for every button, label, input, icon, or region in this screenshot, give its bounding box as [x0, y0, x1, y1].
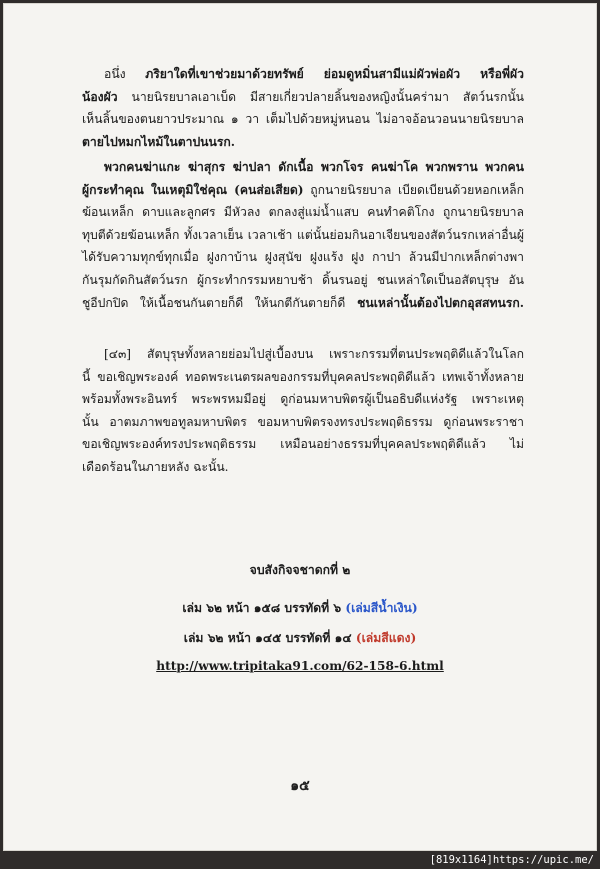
text-line: เดือดร้อนในภายหลัง ฉะนั้น. [82, 459, 229, 474]
text-line: ตายไปหมกไหม้ในตาปนนรก. [82, 134, 236, 149]
blue-volume-tag: (เล่มสีน้ำเงิน) [345, 601, 418, 615]
text-line: นี้ ขอเชิญพระองค์ ทอดพระเนตรผลของกรรมที่บุคคลประพฤติดีแล้ว เทพเจ้าทั้งหลาย [82, 369, 524, 384]
text-line: ฆ้อนเหล็ก ดาบและลูกศร มีหัวลง ตกลงสู่แม่น้ำแสบ คนทำคติโกง ถูกนายนิรยบาล [82, 205, 524, 220]
chapter-end-heading: จบสังกิจจชาดกที่ ๒ [249, 563, 351, 577]
text-line: อนึ่ง ภริยาใดที่เขาช่วยมาด้วยทรัพย์ ย่อมดูหมิ่นสามีแม่ผัวพ่อผัว หรือพี่ผัว [104, 67, 524, 81]
reference-url[interactable] [0, 659, 600, 673]
reference-line-1: เล่ม ๖๒ หน้า ๑๕๘ บรรทัดที่ ๖ (เล่มสีน้ำเงิน) [182, 601, 418, 615]
text-line: นั้น อาตมภาพขอทูลมหาบพิตร ขอมหาบพิตรจงทรงประพฤติธรรม ดูก่อนพระราชา [82, 414, 524, 429]
reference-line-2: เล่ม ๖๒ หน้า ๑๔๕ บรรทัดที่ ๑๔ (เล่มสีแดง) [183, 631, 417, 645]
text-line: ขอเชิญพระองค์ทรงประพฤติธรรม เหมือนอย่างธรรมที่บุคคลประพฤติดีแล้ว ไม่ [82, 437, 524, 452]
red-volume-tag: (เล่มสีแดง) [355, 631, 417, 645]
paragraph-2 [82, 156, 524, 314]
text-line: กันรุมกัดกินสัตว์นรก ผู้กระทำกรรมหยาบช้า ดิ้นรนอยู่ ชนเหล่าใดเป็นอสัตบุรุษ อัน [82, 272, 524, 287]
text-line: เห็นลิ้นของตนยาวประมาณ ๑ วา เต็มไปด้วยหมู่หนอน ไม่อาจอ้อนวอนนายนิรยบาล [82, 112, 524, 127]
tripitaka-link[interactable]: http://www.tripitaka91.com/62-158-6.html [156, 659, 444, 673]
text-line: ได้รับความทุกข์ทุกเมื่อ ฝูงกาบ้าน ฝูงสุนัข ฝูงแร้ง ฝูง กาปา ล้วนมีปากเหล็กต่างพา [82, 250, 524, 265]
paragraph-1 [82, 63, 524, 153]
image-footer-bar [0, 851, 600, 869]
text-line: ทุบตีด้วยฆ้อนเหล็ก ทั้งเวลาเย็น เวลาเช้า แต่นั้นย่อมกินอาเจียนของสัตว์นรกเหล่าอื่นผู้ [82, 227, 524, 242]
text-line: พวกคนฆ่าแกะ ฆ่าสุกร ฆ่าปลา ดักเนื้อ พวกโจร คนฆ่าโค พวกพราน พวกคน [104, 160, 524, 174]
text-line: ผู้กระทำคุณ ในเหตุมิใช่คุณ (คนส่อเสียด) ถูกนายนิรยบาล เบียดเบียนด้วยหอกเหล็ก [82, 182, 525, 197]
footer-watermark: [819x1164]https://upic.me/ [429, 854, 594, 866]
text-line: พร้อมทั้งพระอินทร์ พระพรหมมีอยู่ ดูก่อนมหาบพิตรผู้เป็นอธิบดีแห่งรัฐ เพราะเหตุ [82, 392, 524, 407]
paragraph-3 [82, 343, 524, 479]
text-line: น้องผัว นายนิรยบาลเอาเบ็ด มีสายเกี่ยวปลายลิ้นของหญิงนั้นคร่ามา สัตว์นรกนั้น [82, 89, 524, 104]
text-line: [๔๓] สัตบุรุษทั้งหลายย่อมไปสู่เบื้องบน เพราะกรรมที่ตนประพฤติดีแล้วในโลก [104, 347, 524, 361]
page-number: ๑๕ [290, 778, 310, 794]
text-line: ชูอีปกปิด ให้เนื้อชนกันตายก็ดี ให้นกตีกันตายก็ดี ชนเหล่านั้นต้องไปตกอุสสทนรก. [82, 295, 524, 310]
